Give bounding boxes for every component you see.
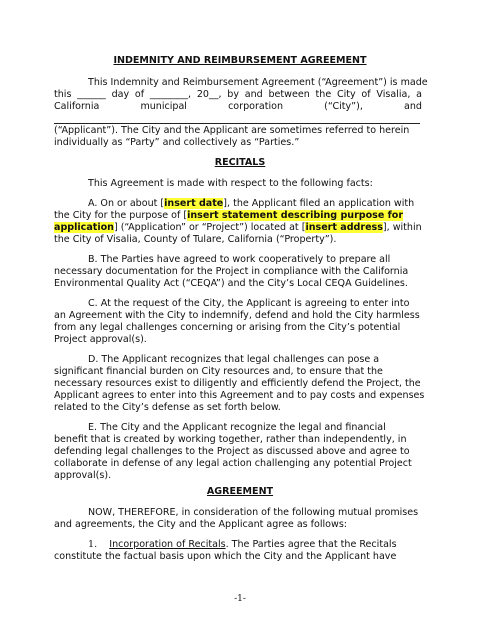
section-1-number: 1. (88, 539, 98, 550)
recital-c-line: from any legal challenges concerning or arising from the City’s potential (54, 322, 401, 333)
intro-word: by (227, 89, 240, 100)
applicant-name-blank-line (54, 123, 420, 124)
recital-a-text: ], the Applicant filed an application with (223, 198, 415, 209)
intro-line-2 (54, 89, 422, 101)
section-1-line-2: constitute the factual basis upon which the City and the Applicant have (54, 551, 397, 562)
agreement-intro-line: NOW, THEREFORE, in consideration of the following mutual promises (88, 507, 419, 518)
recital-c-line: Project approval(s). (54, 334, 147, 345)
insert-address-placeholder: insert address (305, 222, 383, 233)
intro-word: California (54, 101, 100, 112)
intro-word: Visalia, (376, 89, 411, 100)
recitals-intro: This Agreement is made with respect to the following facts: (88, 178, 373, 189)
recital-c-line: an Agreement with the City to indemnify, defend and hold the City harmless (54, 310, 420, 321)
intro-word: City (336, 89, 356, 100)
intro-word: and (244, 89, 263, 100)
recital-d-line: significant financial burden on City resources and, to ensure that the (54, 366, 383, 377)
intro-word: a (416, 89, 422, 100)
insert-purpose-placeholder-cont: application (54, 222, 114, 233)
intro-word: the (315, 89, 332, 100)
recital-e-line: E. The City and the Applicant recognize the legal and financial (88, 422, 386, 433)
recital-a-text: ] (“Application” or “Project”) located at [ (113, 222, 306, 233)
recital-a-line-1 (88, 198, 414, 210)
intro-word: this (54, 89, 72, 100)
intro-word: between (268, 89, 310, 100)
intro-line-6: individually as “Party” and collectively as “Parties.” (54, 137, 300, 148)
intro-word: ________, (149, 89, 192, 100)
recital-e-line: approval(s). (54, 470, 112, 481)
agreement-heading: AGREEMENT (206, 486, 274, 497)
recital-a-text: ], within (382, 222, 422, 233)
intro-word: (“City”), (324, 101, 363, 112)
intro-line-1: This Indemnity and Reimbursement Agreement (“Agreement”) is made (88, 77, 428, 88)
recital-a-text: the City for the purpose of [ (54, 210, 188, 221)
recital-a-line-3 (54, 222, 422, 234)
recital-a-text: A. On or about [ (88, 198, 165, 209)
recital-e-line: collaborate in defense of any legal action challenging any potential Project (54, 458, 412, 469)
insert-purpose-placeholder: insert statement describing purpose for (187, 210, 404, 221)
recital-e-line: defending legal challenges to the Project as discussed above and agree to (54, 446, 410, 457)
intro-line-3 (54, 101, 422, 113)
recital-b-line: Environmental Quality Act (“CEQA”) and the City’s Local CEQA Guidelines. (54, 278, 408, 289)
section-1-line-1 (88, 539, 397, 551)
intro-word: 20__, (196, 89, 222, 100)
insert-date-placeholder: insert date (164, 198, 224, 209)
recital-d-line: D. The Applicant recognizes that legal challenges can pose a (88, 354, 380, 365)
intro-word: of (134, 89, 145, 100)
intro-word: day (111, 89, 130, 100)
intro-word: ______ (77, 89, 106, 100)
section-1-title: Incorporation of Recitals (109, 539, 226, 550)
intro-word: corporation (228, 101, 284, 112)
section-1-text: . The Parties agree that the Recitals (225, 539, 397, 550)
recital-b-line: necessary documentation for the Project in compliance with the California (54, 266, 409, 277)
recital-b-line: B. The Parties have agreed to work cooperatively to prepare all (88, 254, 391, 265)
recitals-heading: RECITALS (214, 157, 266, 168)
recital-c-line: C. At the request of the City, the Applicant is agreeing to enter into (88, 298, 410, 309)
recital-d-line: Applicant agrees to enter into this Agreement and to pay costs and expenses (54, 390, 425, 401)
intro-word: municipal (140, 101, 187, 112)
recital-a-line-2 (54, 210, 403, 222)
recital-e-line: benefit that is created by working together, rather than independently, in (54, 434, 407, 445)
recital-d-line: necessary resources exist to diligently and efficiently defend the Project, the (54, 378, 421, 389)
agreement-title: INDEMNITY AND REIMBURSEMENT AGREEMENT (113, 55, 367, 66)
recital-a-line-4: the City of Visalia, County of Tulare, California (“Property”). (54, 234, 337, 245)
page-number: -1- (234, 594, 246, 604)
recital-d-line: related to the City’s defense as set forth below. (54, 402, 281, 413)
intro-word: of (361, 89, 371, 100)
intro-word: and (403, 101, 422, 112)
intro-line-5: (“Applicant”). The City and the Applicant are sometimes referred to herein (54, 125, 410, 136)
agreement-intro-line: and agreements, the City and the Applicant agree as follows: (54, 519, 348, 530)
